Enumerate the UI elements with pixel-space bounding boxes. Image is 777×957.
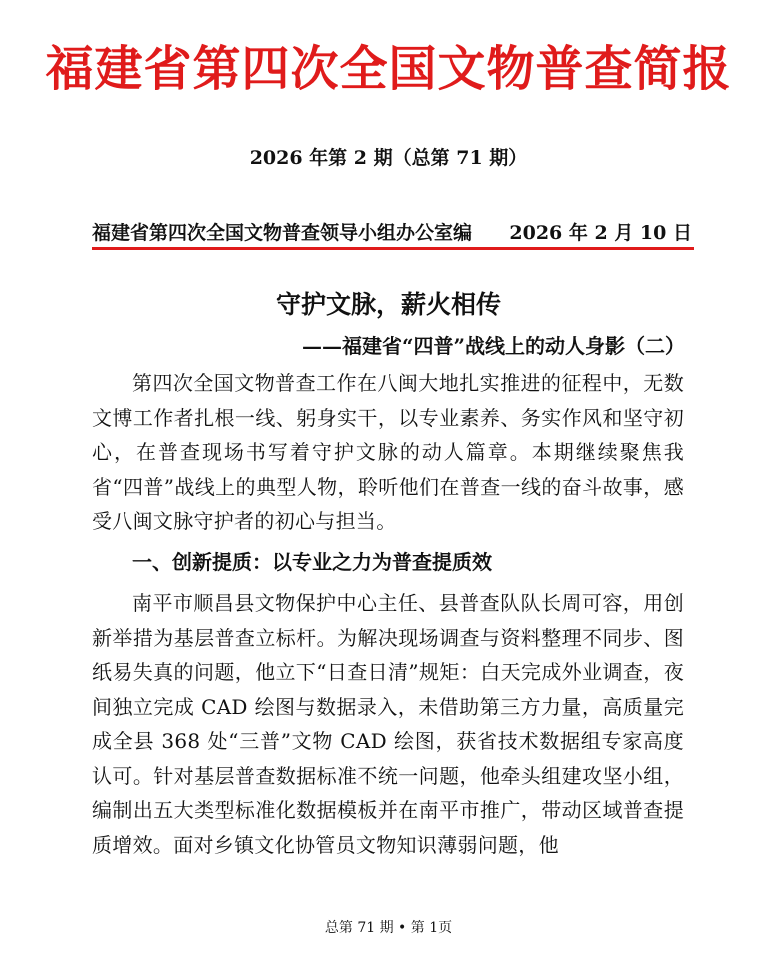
publish-date: 2026 年 2 月 10 日 [509, 222, 692, 244]
red-divider [92, 247, 694, 250]
section-heading: 一、创新提质：以专业之力为普查提质效 [132, 550, 492, 574]
intro-paragraph: 第四次全国文物普查工作在八闽大地扎实推进的征程中，无数文博工作者扎根一线、躬身实干，以专业素养、务实作风和坚守初心，在普查现场书写着守护文脉的动人篇章。本期继续聚焦我省“四普”战线上的典型人物，聆听他们在普查一线的奋斗故事，感受八闽文脉守护者的初心与担当。 [92, 371, 684, 533]
publisher-row [92, 218, 692, 245]
publisher-name: 福建省第四次全国文物普查领导小组办公室编 [92, 222, 473, 244]
article-title: 守护文脉，薪火相传 [275, 290, 501, 319]
page-footer: 总第 71 期 • 第 1页 [324, 920, 453, 936]
bulletin-masthead: 福建省第四次全国文物普查简报 [45, 41, 732, 97]
article-subtitle: ——福建省“四普”战线上的动人身影（二） [301, 334, 685, 358]
issue-number: 2026 年第 2 期（总第 71 期） [249, 147, 528, 169]
section-paragraph: 南平市顺昌县文物保护中心主任、县普查队队长周可容，用创新举措为基层普查立标杆。为解决现场调查与资料整理不同步、图纸易失真的问题，他立下“日查日清”规矩：白天完成外业调查，夜间独立完成 CAD 绘图与数据录入，未借助第三方力量，高质量完成全县 368 处“三普”文物 CAD 绘图，获省技术数据组专家高度认可。针对基层普查数据标准不统一问题，他牵头组建攻坚小组，编制出五大类型标准化数据模板并在南平市推广，带动区域普查提质增效。面对乡镇文化协管员文物知识薄弱问题，他 [92, 591, 684, 857]
